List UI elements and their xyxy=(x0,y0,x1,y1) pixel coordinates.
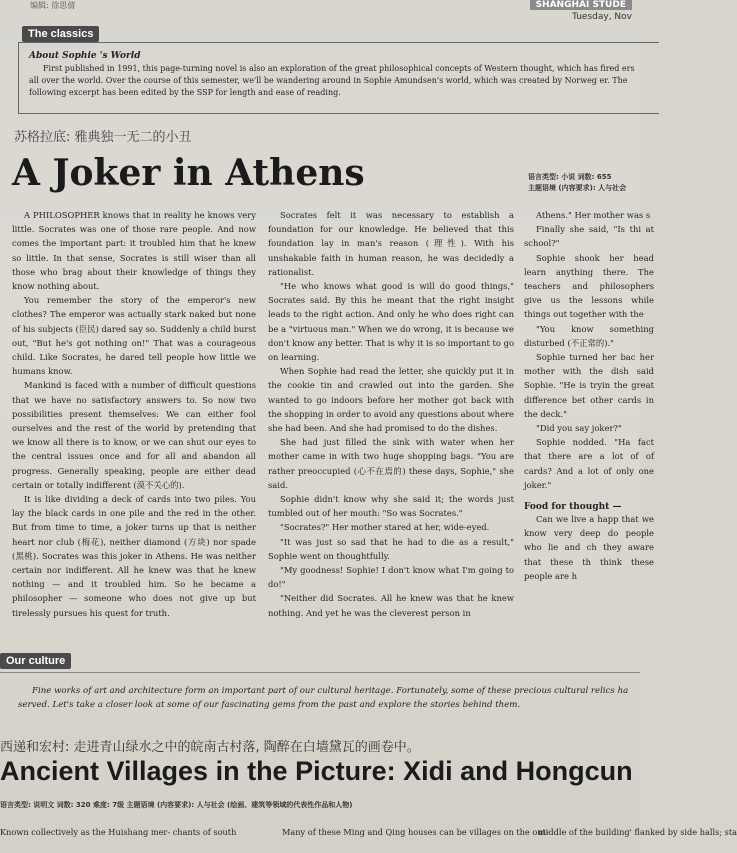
page-header xyxy=(0,0,640,12)
section-divider xyxy=(0,672,640,673)
issue-date: Tuesday, Nov xyxy=(572,12,632,22)
article-column-2 xyxy=(268,208,514,620)
paragraph: Sophie nodded. "Ha fact that there are a lot of of cards? And a lot of only one joker." xyxy=(524,437,654,490)
article-column-1 xyxy=(12,208,256,620)
paragraph: Sophie shook her head learn anything there. The teachers and philosophers give us the lessons while things out together with the xyxy=(524,252,654,320)
culture-title: Ancient Villages in the Picture: Xidi and Hongcun xyxy=(0,756,633,786)
paragraph: It is like dividing a deck of cards into two piles. You lay the black cards in one pile and the red in the other. But from time to time, a joker turns up that is neither heart nor club (梅花), neither diamond (方块) nor spade (黑桃). Socrates was this joker in Athens. He was neither certain nor indifferent. All he knew was that he knew nothing — and it troubled him. So he became a philosopher — someone who does not give up but tirelessly pursues his quest for truth. xyxy=(12,494,256,618)
paragraph: "You know something disturbed (不正常的)." xyxy=(524,323,654,348)
food-for-thought-heading: Food for thought — xyxy=(524,502,622,513)
culture-cn-subtitle: 西递和宏村: 走进青山绿水之中的皖南古村落, 陶醉在白墙黛瓦的画卷中。 xyxy=(0,740,420,755)
culture-meta: 语言类型: 说明文 词数: 320 难度: 7级 主题语境 (内容要求): 人与社会 (绘画、建筑等领域的代表性作品和人物) xyxy=(0,801,353,809)
paragraph: "My goodness! Sophie! I don't know what I'm going to do!" xyxy=(268,565,514,590)
paragraph: Mankind is faced with a number of difficult questions that we have no satisfactory answers to. So now two possibilities present themselves: We can either fool ourselves and the rest of the world by pretending that we know all there is to know, or we can shut our eyes to the central issues once and for all and abandon all progress. Generally speaking, people are either dead certain or totally indifferent (漠不关心的). xyxy=(12,380,256,490)
classics-tag: The classics xyxy=(22,26,99,42)
culture-intro: Fine works of art and architecture form an important part of our cultural heritage. Fortunately, some of these precious cultural relics ha served. Let's take a closer look at some of our fascinating gems from the past and explore the stories behind them. xyxy=(18,686,629,710)
paragraph: Sophie turned her bac her mother with the dish said Sophie. "He is tryin the great difference bet other cards in the deck." xyxy=(524,352,654,419)
culture-tag: Our culture xyxy=(0,653,71,669)
about-box xyxy=(18,42,659,114)
culture-column-1-start: Known collectively as the Huishang mer- chants of south xyxy=(0,827,237,837)
paragraph: "Neither did Socrates. All he knew was that he knew nothing. And yet he was the cleverest person in xyxy=(268,593,514,618)
paragraph: "He who knows what good is will do good things," Socrates said. By this he meant that the right insight leads to the right action. And only he who does right can be a "virtuous man." When we do wrong, it is because we don't know any better. That is why it is so important to go on learning. xyxy=(268,281,514,363)
about-text: First published in 1991, this page-turning novel is also an exploration of the great philosophical concepts of Western thought, which has fired ers all over the world. Over the course of this semester, we'll be wandering around in Sophie Amundsen's world, which was created by Norweg er. The following excerpt has been edited by the SSP for length and ease of reading. xyxy=(29,64,635,97)
editor-credit: 编辑: 徐思倩 xyxy=(30,1,76,10)
paragraph: "Socrates?" Her mother stared at her, wide-eyed. xyxy=(280,522,490,533)
paragraph: Can we live a happ that we know very deep do people who lie and ch they aware that these th think these people are h xyxy=(524,514,654,581)
article-meta-type: 语言类型: 小说 词数: 655 xyxy=(528,173,612,181)
paragraph: Sophie didn't know why she said it; the words just tumbled out of her mouth: "So was Socrates." xyxy=(268,494,514,519)
paragraph: Finally she said, "Is thi at school?" xyxy=(524,224,654,249)
culture-column-3-start: middle of the building' flanked by side halls; sta xyxy=(538,827,737,837)
section-label: SHANGHAI STUDE xyxy=(530,0,632,10)
paragraph: "It was just so sad that he had to die as a result," Sophie went on thoughtfully. xyxy=(268,536,514,561)
article-title: A Joker in Athens xyxy=(12,152,365,194)
paragraph: Socrates felt it was necessary to establish a foundation for our knowledge. He believed that this foundation lay in man's reason (理性). With his unshakable faith in human reason, he was decidedly a rationalist. xyxy=(268,210,514,277)
paragraph: A PHILOSOPHER knows that in reality he knows very little. Socrates was one of those rare people. And now comes the important part: it troubled him that he knew so little. In that sense, Socrates is still wiser than all those who brag about their knowledge of things they know nothing about. xyxy=(12,210,256,292)
culture-column-2-start: Many of these Ming and Qing houses can be villages on the out- xyxy=(282,827,549,837)
paragraph: Athens." Her mother was s xyxy=(536,210,651,220)
about-title: About Sophie 's World xyxy=(29,51,141,61)
article-column-3 xyxy=(524,208,654,583)
article-cn-subtitle: 苏格拉底: 雅典独一无二的小丑 xyxy=(14,130,192,145)
paragraph: "Did you say joker?" xyxy=(536,423,622,434)
paragraph: When Sophie had read the letter, she quickly put it in the cookie tin and crawled out into the garden. She wanted to go indoors before her mother got back with the shopping in order to avoid any questions about where she had been. And she had promised to do the dishes. xyxy=(268,366,514,434)
paragraph: She had just filled the sink with water when her mother came in with two huge shopping bags. "You are rather preoccupied (心不在焉的) these days, Sophie," she said. xyxy=(268,437,514,490)
paragraph: You remember the story of the emperor's new clothes? The emperor was actually stark naked but none of his subjects (臣民) dared say so. Suddenly a child burst out, "But he's got nothing on!" That was a courageous child. Like Socrates, he dared tell people how little we humans know. xyxy=(12,295,256,377)
article-meta-theme: 主题语境 (内容要求): 人与社会 xyxy=(528,184,627,192)
